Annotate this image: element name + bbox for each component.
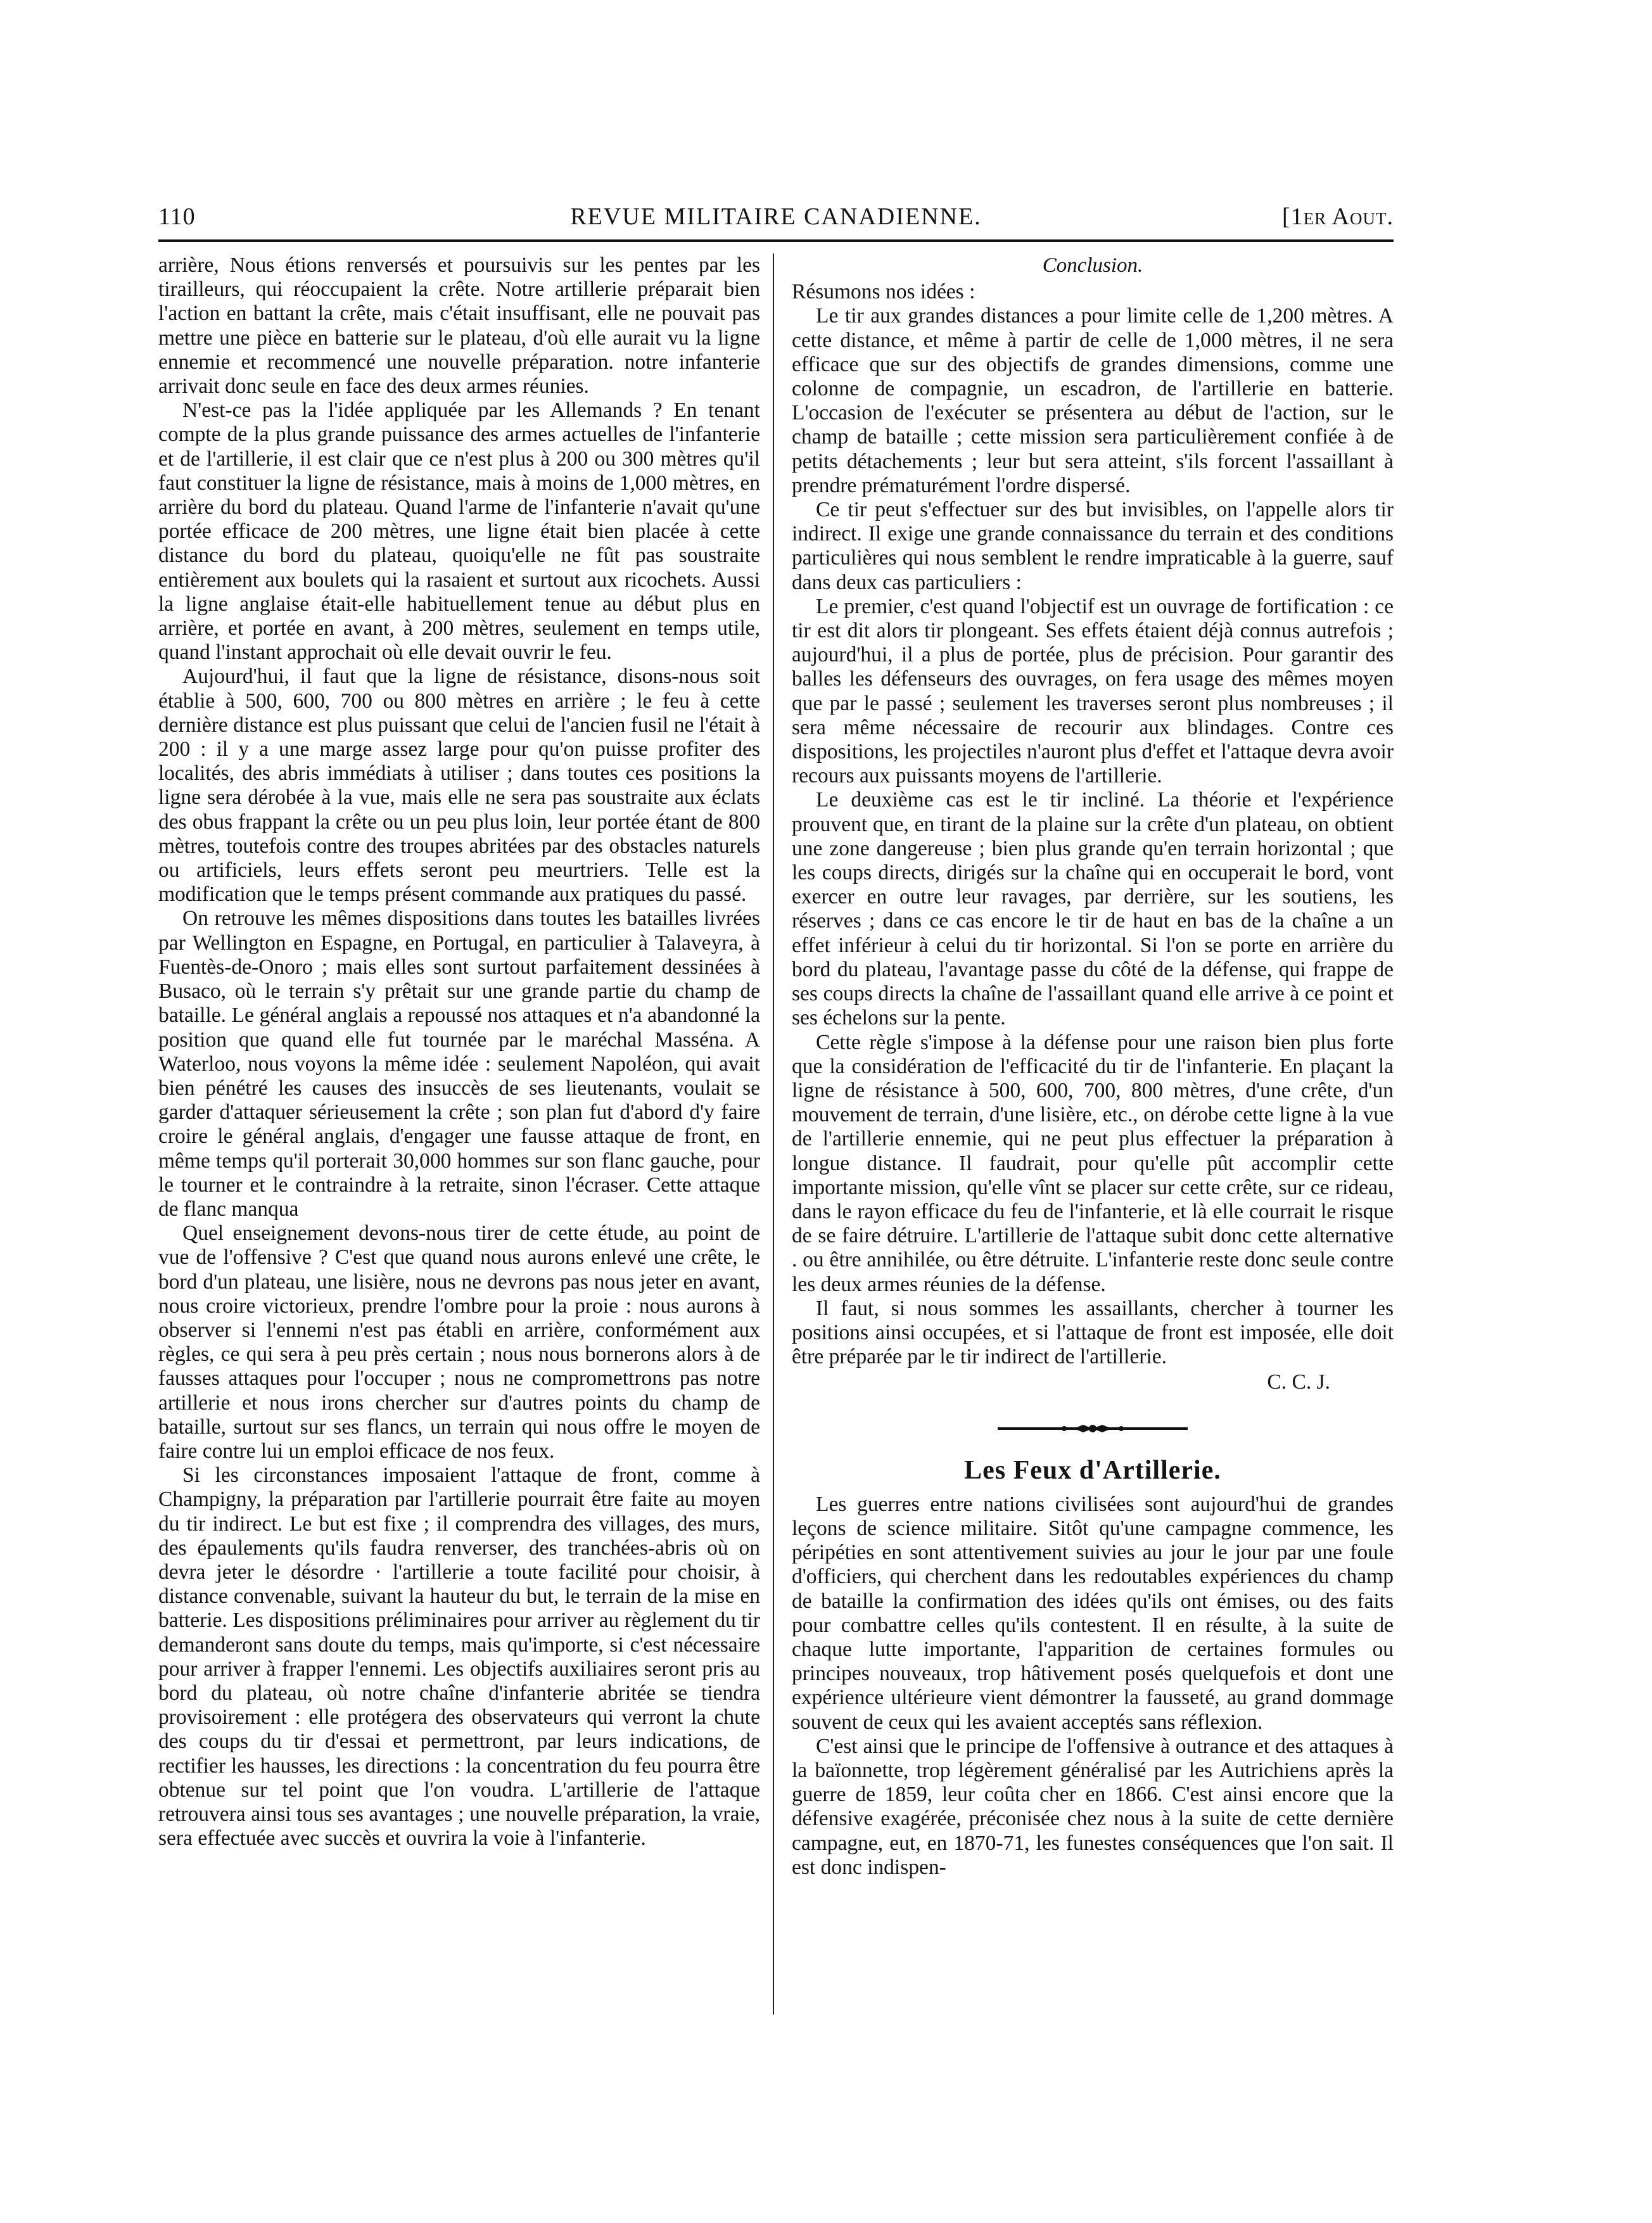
paragraph: Aujourd'hui, il faut que la ligne de résistance, disons-nous soit établie à 500, 600, 700 ou 800 mètres en arrière ; le feu à cette dernière distance est plus puissant que celui de l'ancien fusil ne l'était à 200 : il y a une marge assez large pour qu'on puisse profiter des localités, des abris immédiats à utiliser ; dans toutes ces positions la ligne sera dérobée à la vue, mais elle ne sera pas soustraite aux éclats des obus frappant la crête ou un peu plus loin, leur portée étant de 800 mètres, toutefois contre des troupes abritées par des obstacles naturels ou artificiels, leurs effets seront peu meurtriers. Telle est la modification que le temps présent commande aux pratiques du passé.: [158, 665, 760, 907]
ornament-icon: [998, 1419, 1188, 1438]
paragraph: N'est-ce pas la l'idée appliquée par les Allemands ? En tenant compte de la plus grande puissance des armes actuelles de l'infanterie et de l'artillerie, il est clair que ce n'est plus à 200 ou 300 mètres qu'il faut constituer la ligne de résistance, mais à moins de 1,000 mètres, en arrière du bord du plateau. Quand l'arme de l'infanterie n'avait qu'une portée efficace de 200 mètres, une ligne était bien placée à cette distance du bord du plateau, quoiqu'elle ne fût pas soustraite entièrement aux boulets qui la rasaient et surtout aux ricochets. Aussi la ligne anglaise était-elle habituellement tenue au début plus en arrière, et portée en avant, à 200 mètres, seulement en temps utile, quand l'instant approchait où elle devait ouvrir le feu.: [158, 398, 760, 665]
journal-title: REVUE MILITAIRE CANADIENNE.: [570, 203, 982, 230]
left-column: [158, 253, 760, 1850]
article-title: Les Feux d'Artillerie.: [964, 1455, 1221, 1485]
column-divider: [773, 253, 774, 2015]
paragraph: Quel enseignement devons-nous tirer de cette étude, au point de vue de l'offensive ? C'est que quand nous aurons enlevé une crête, le bord d'un plateau, une lisière, nous ne devrons pas nous jeter en avant, nous croire victorieux, prendre l'ombre pour la proie : nous aurons à observer si l'ennemi n'est pas établi en arrière, conformément aux règles, ce qui sera à peu près certain ; nous nous bornerons alors à de fausses attaques pour l'occuper ; nous ne compromettrons pas notre artillerie et nous irons chercher sur d'autres points du champ de bataille, surtout sur ses flancs, un terrain qui nous offre le moyen de faire contre lui un emploi efficace de nos feux.: [158, 1221, 760, 1463]
paragraph: On retrouve les mêmes dispositions dans toutes les batailles livrées par Wellington en Espagne, en Portugal, en particulier à Talaveyra, à Fuentès-de-Onoro ; mais elles sont surtout parfaitement dessinées à Busaco, où le terrain s'y prêtait sur une grande partie du champ de bataille. Le général anglais a repoussé nos attaques et n'a abandonné la position que quand elle fut tournée par le maréchal Masséna. A Waterloo, nous voyons la même idée : seulement Napoléon, qui avait bien pénétré les causes des insuccès de ses lieutenants, voulait se garder d'attaquer sérieusement la crête ; son plan fut d'abord d'y faire croire le général anglais, d'engager une fausse attaque de front, en même temps qu'il porterait 30,000 hommes sur son flanc gauche, pour le tourner et le contraindre à la retraite, sinon l'écraser. Cette attaque de flanc manqua: [158, 907, 760, 1221]
page-number: 110: [158, 203, 196, 230]
paragraph: arrière, Nous étions renversés et poursuivis sur les pentes par les tirailleurs, qui réoccupaient la crête. Notre artillerie préparait bien l'action en battant la crête, mais c'était insuffisant, elle ne pouvait pas mettre une pièce en batterie sur le plateau, d'où elle aurait vu la ligne ennemie et recommencé une nouvelle préparation. notre infanterie arrivait donc seule en face des deux armes réunies.: [158, 253, 760, 398]
issue-date: [1er Aout.: [1282, 203, 1394, 230]
paragraph: Cette règle s'impose à la défense pour une raison bien plus forte que la considération de l'efficacité du tir de l'infanterie. En plaçant la ligne de résistance à 500, 600, 700, 800 mètres, d'une crête, d'un mouvement de terrain, d'une lisière, etc., on dérobe cette ligne à la vue de l'artillerie ennemie, qui ne peut plus effectuer la préparation à longue distance. Il faudrait, pour qu'elle pût accomplir cette importante mission, qu'elle vînt se placer sur cette crête, sur ce rideau, dans le rayon efficace du feu de l'infanterie, et là elle courrait le risque de se faire détruire. L'artillerie de l'attaque subit donc cette alternative . ou être annihilée, ou être détruite. L'infanterie reste donc seule contre les deux armes réunies de la défense.: [792, 1030, 1394, 1296]
right-column: [792, 253, 1394, 1880]
paragraph: Le premier, c'est quand l'objectif est un ouvrage de fortification : ce tir est dit alors tir plongeant. Ses effets étaient déjà connus autrefois ; aujourd'hui, il a plus de portée, plus de précision. Pour garantir des balles les défenseurs des ouvrages, on fera usage des mêmes moyen que par le passé ; seulement les traverses seront plus nombreuses ; il sera même nécessaire de recourir aux blindages. Contre ces dispositions, les projectiles n'auront plus d'effet et l'attaque devra avoir recours aux puissants moyens de l'artillerie.: [792, 594, 1394, 788]
paragraph: Il faut, si nous sommes les assaillants, chercher à tourner les positions ainsi occupées, et si l'attaque de front est imposée, elle doit être préparée par le tir indirect de l'artillerie.: [792, 1296, 1394, 1369]
paragraph: Le tir aux grandes distances a pour limite celle de 1,200 mètres. A cette distance, et même à partir de celle de 1,000 mètres, il ne sera efficace que sur des objectifs de grandes dimensions, comme une colonne de compagnie, un escadron, de l'artillerie en batterie. L'occasion de l'exécuter se présentera au début de l'action, sur le champ de bataille ; cette mission sera particulièrement confiée à de petits détachements ; leur but sera atteint, s'ils forcent l'assaillant à prendre prématurément l'ordre dispersé.: [792, 304, 1394, 497]
paragraph: C'est ainsi que le principe de l'offensive à outrance et des attaques à la baïonnette, trop légèrement généralisé par les Autrichiens après la guerre de 1859, leur coûta cher en 1866. C'est ainsi encore que la défensive exagérée, préconisée chez nous à la suite de cette dernière campagne, eut, en 1870-71, les funestes conséquences que l'on sait. Il est donc indispen-: [792, 1734, 1394, 1879]
paragraph: Résumons nos idées :: [792, 280, 975, 304]
paragraph: Ce tir peut s'effectuer sur des but invisibles, on l'appelle alors tir indirect. Il exige une grande connaissance du terrain et des conditions particulières qui nous semblent le rendre impraticable à la guerre, sauf dans deux cas particuliers :: [792, 498, 1394, 594]
signature: C. C. J.: [1267, 1370, 1330, 1394]
ornamental-divider: [792, 1413, 1394, 1444]
header-rule: [158, 239, 1394, 242]
running-header: [158, 203, 1394, 241]
conclusion-heading: Conclusion.: [1042, 254, 1143, 277]
paragraph: Si les circonstances imposaient l'attaque de front, comme à Champigny, la préparation par l'artillerie pourrait être faite au moyen du tir indirect. Le but est fixe ; il comprendra des villages, des murs, des épaulements qu'ils faudra renverser, des tranchées-abris où on devra jeter le désordre · l'artillerie a toute facilité pour choisir, à distance convenable, suivant la hauteur du but, le terrain de la mise en batterie. Les dispositions préliminaires pour arriver au règlement du tir demanderont sans doute du temps, mais qu'importe, si c'est nécessaire pour arriver à frapper l'ennemi. Les objectifs auxiliaires seront pris au bord du plateau, où notre chaîne d'infanterie abritée se tiendra provisoirement : elle protégera des observateurs qui verront la chute des coups du tir d'essai et permettront, par leurs indications, de rectifier les hausses, les directions : la concentration du feu pourra être obtenue sur tel point que l'on voudra. L'artillerie de l'attaque retrouvera ainsi tous ses avantages ; une nouvelle préparation, la vraie, sera effectuée avec succès et ouvrira la voie à l'infanterie.: [158, 1463, 760, 1850]
paragraph: Les guerres entre nations civilisées sont aujourd'hui de grandes leçons de science militaire. Sitôt qu'une campagne commence, les péripéties en sont attentivement suivies au jour le jour par une foule d'officiers, qui cherchent dans les redoutables expériences du champ de bataille la confirmation des idées qu'ils ont émises, ou des faits pour combattre celles qu'ils contestent. Il en résulte, à la suite de chaque lutte importante, l'apparition de certaines formules ou principes nouveaux, trop hâtivement posés quelquefois et dont une expérience ultérieure vient démontrer la fausseté, au grand dommage souvent de ceux qui les avaient acceptés sans réflexion.: [792, 1492, 1394, 1734]
paragraph: Le deuxième cas est le tir incliné. La théorie et l'expérience prouvent que, en tirant de la plaine sur la crête d'un plateau, on obtient une zone dangereuse ; bien plus grande qu'en terrain horizontal ; que les coups directs, dirigés sur la chaîne qui en occuperait le bord, vont exercer en outre leur ravages, par derrière, sur les soutiens, les réserves ; dans ce cas encore le tir de haut en bas de la chaîne a un effet inférieur à celui du tir horizontal. Si l'on se porte en arrière du bord du plateau, l'avantage passe du côté de la défense, qui frappe de ses coups directs la chaîne de l'assaillant quand elle arrive à ce point et ses échelons sur la pente.: [792, 788, 1394, 1030]
